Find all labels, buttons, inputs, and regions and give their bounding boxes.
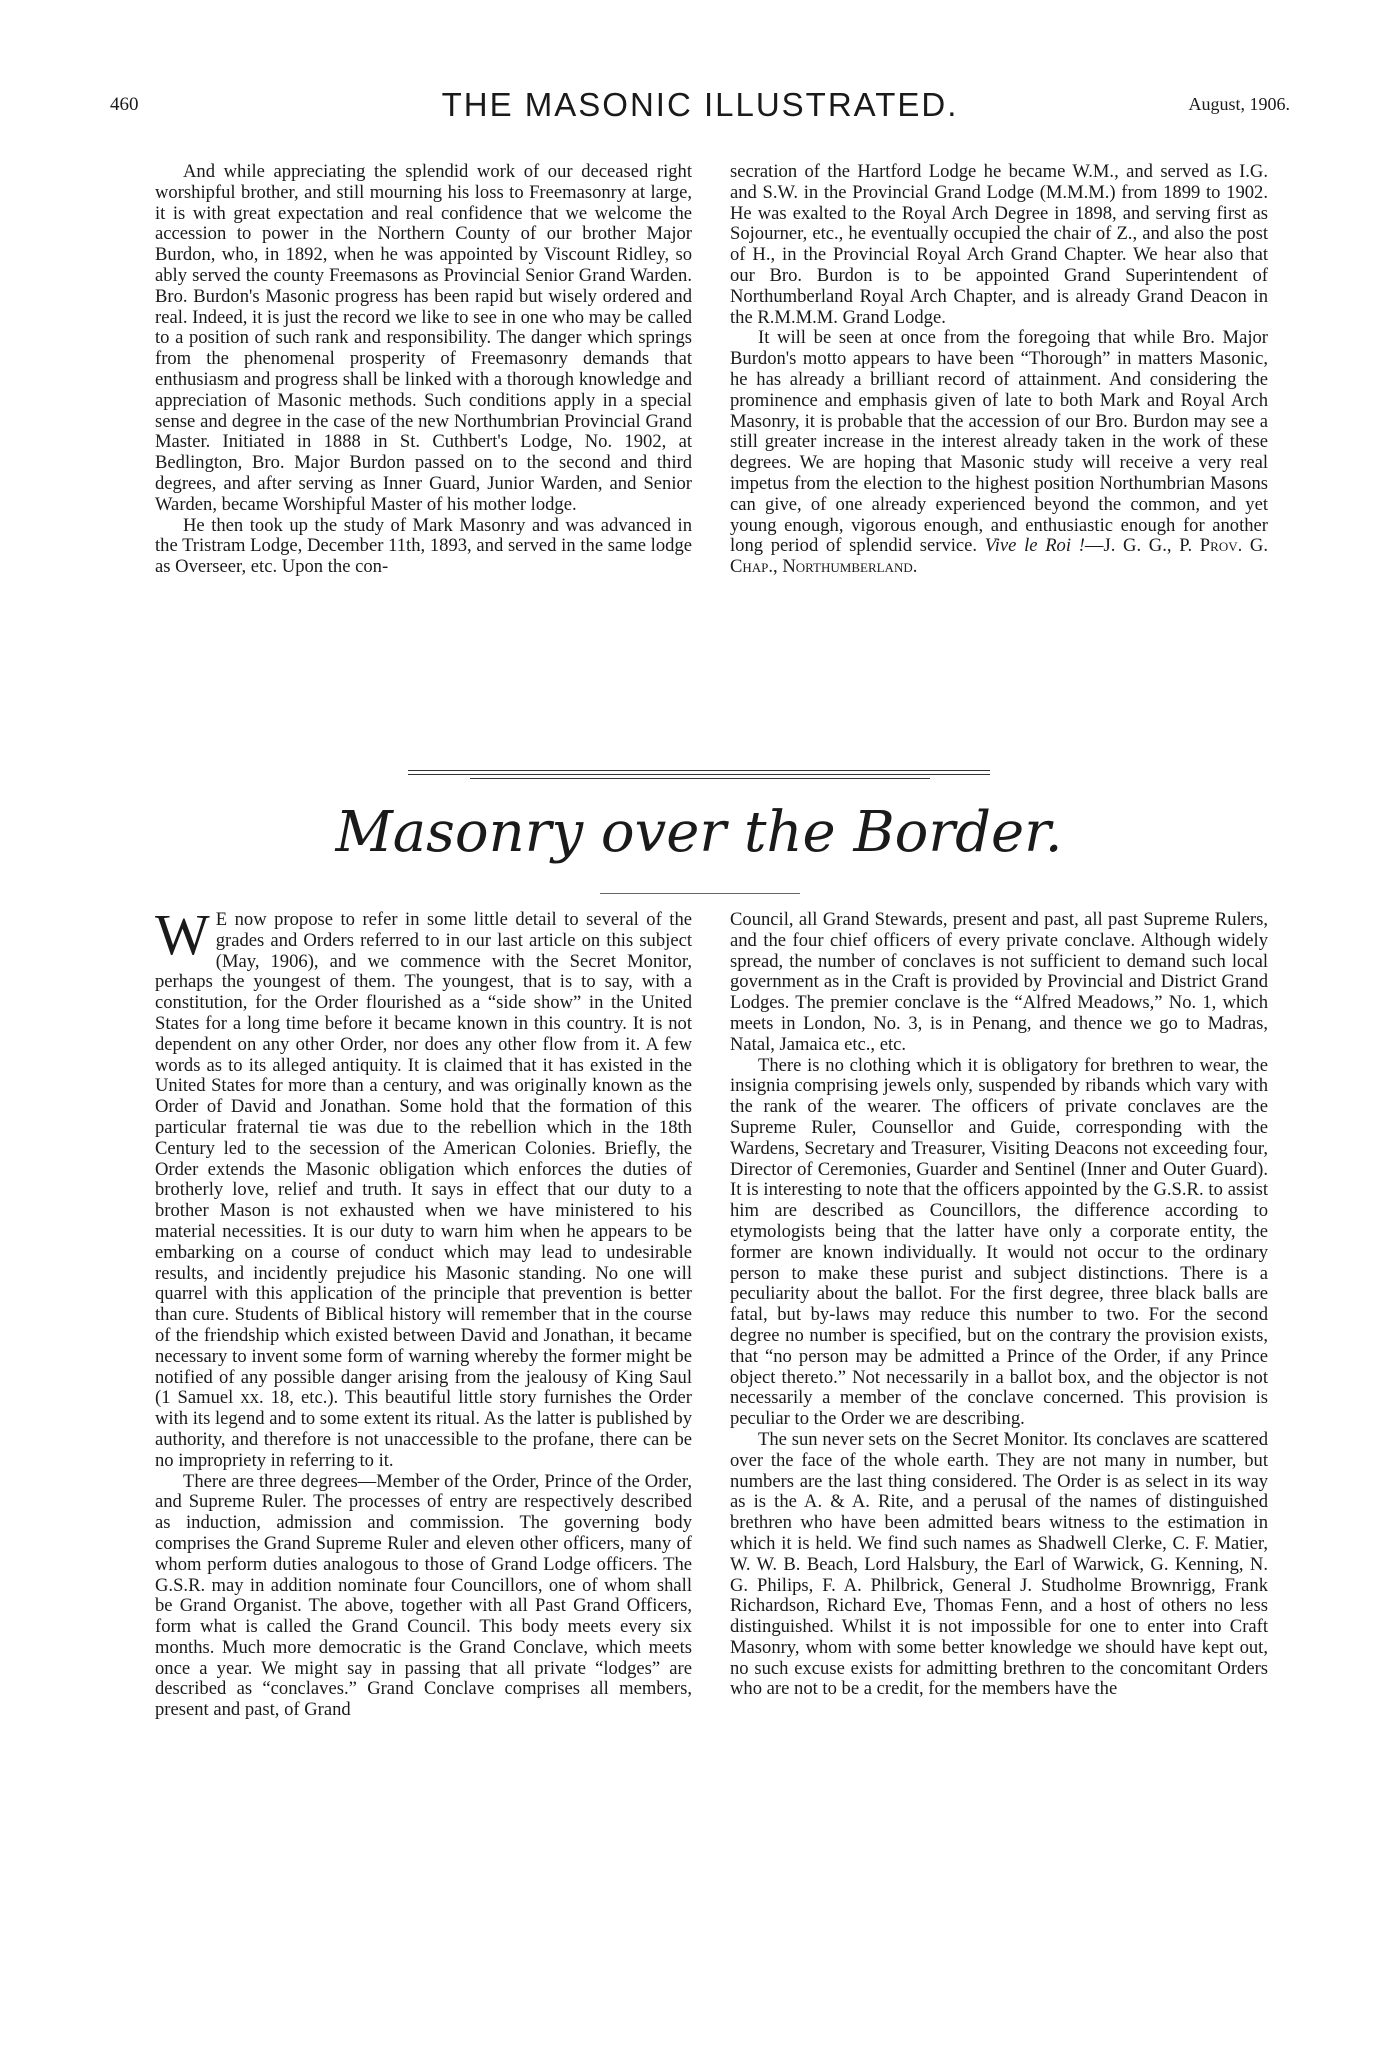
paragraph: There is no clothing which it is obligatory for brethren to wear, the insignia comprising jewels only, suspended by ribands which vary with the rank of the wearer. The officers of private conclaves are the Supreme Ruler, Counsellor and Guide, corresponding with the Wardens, Secretary and Treasurer, Visiting Deacons not exceeding four, Director of Ceremonies, Guarder and Sentinel (Inner and Outer Guard). It is interesting to note that the officers appointed by the G.S.R. to assist him are described as Councillors, the difference according to etymologists being that the latter have only a corporate entity, the former are known individually. It would not occur to the ordinary person to make these purist and subject distinctions. There is a peculiarity about the ballot. For the first degree, three black balls are fatal, but by-laws may reduce this number to two. For the second degree no number is specified, but on the contrary the provision exists, that “no person may be admitted a Prince of the Order, if any Prince object thereto.” Not necessarily in a ballot box, and the objector is not necessarily a member of the conclave concerned. This provision is peculiar to the Order we are describing. [730,1054,1268,1430]
article-title: Masonry over the Border. [335,800,1063,865]
title-underline [600,893,800,894]
paragraph: Council, all Grand Stewards, present and past, all past Supreme Rulers, and the four chief officers of every private conclave. Although widely spread, the number of conclaves is not sufficient to demand such local government as in the Craft is provided by Provincial and District Grand Lodges. The premier conclave is the “Alfred Meadows,” No. 1, which meets in London, No. 3, is in Penang, and thence we go to Madras, Natal, Jamaica etc., etc. [730,909,1268,1055]
section-divider [408,774,990,775]
paragraph [730,328,1268,578]
page-header [110,86,1290,126]
article1-column-left [155,162,692,578]
closing-salutation: Vive le Roi ! [984,535,1085,557]
section-divider [470,778,930,779]
drop-cap: W [155,902,210,967]
paragraph [155,902,692,1472]
page-number: 460 [110,94,139,115]
masthead-title: THE MASONIC ILLUSTRATED. [441,86,959,123]
paragraph: He then took up the study of Mark Masonry and was advanced in the Tristram Lodge, December 11th, 1893, and served in the same lodge as Overseer, etc. Upon the con- [155,514,692,578]
article1-column-right [730,162,1268,578]
paragraph: The sun never sets on the Secret Monitor. Its conclaves are scattered over the face of the whole earth. They are not many in number, but numbers are the last thing considered. The Order is as select in its way as is the A. & A. Rite, and a perusal of the names of distinguished brethren who have been admitted bears witness to the estimation in which it is held. We find such names as Shadwell Clerke, C. F. Matier, W. W. B. Beach, Lord Halsbury, the Earl of Warwick, G. Kenning, N. G. Philips, F. A. Philbrick, General J. Studholme Brownrigg, Frank Richardson, Richard Eve, Thomas Fenn, and a host of others no less distinguished. Whilst it is not impossible for one to enter into Craft Masonry, whom with some better knowledge we should have kept out, no such excuse exists for admitting brethren to the concomitant Orders who are not to be a credit, for the members have the [730,1428,1268,1700]
paragraph-text: It will be seen at once from the foregoing that while Bro. Major Burdon's motto appears to have been “Thorough” in matters Masonic, he has already a brilliant record of attainment. And considering the prominence and emphasis given of late to both Mark and Royal Arch Masonry, it is probable that the accession of our Bro. Burdon may see a still greater increase in the interest already taken in the work of these degrees. We are hoping that Masonic study will receive a very real impetus from the election to the highest position Northumbrian Masons can give, of one already experienced beyond the common, and yet young enough, vigorous enough, and enthusiastic enough for another long period of splendid service. [730,327,1268,557]
paragraph: And while appreciating the splendid work of our deceased right worshipful brother, and still mourning his loss to Freemasonry at large, it is with great expectation and real confidence that we welcome the accession to power in the Northern County of our brother Major Burdon, who, in 1892, when he was appointed by Viscount Ridley, so ably served the county Freemasons as Provincial Senior Grand Warden. Bro. Burdon's Masonic progress has been rapid but wisely ordered and real. Indeed, it is just the record we like to see in one who may be called to a position of such rank and responsibility. The danger which springs from the phenomenal prosperity of Freemasonry demands that enthusiasm and progress shall be linked with a thorough knowledge and appreciation of Masonic methods. Such conditions apply in a special sense and degree in the case of the new Northumbrian Provincial Grand Master. Initiated in 1888 in St. Cuthbert's Lodge, No. 1902, at Bedlington, Bro. Major Burdon passed on to the second and third degrees, and after serving as Inner Guard, Junior Warden, and Senior Warden, became Worshipful Master of his mother lodge. [155,161,692,515]
section-divider [408,770,990,771]
issue-date: August, 1906. [1188,94,1290,114]
paragraph-text: E now propose to refer in some little detail to several of the grades and Orders referred to in our last article on this subject (May, 1906), and we commence with the Secret Monitor, perhaps the youngest of them. The youngest, that is to say, with a constitution, for the Order flourished as a “side show” in the United States for a long time before it became known in this country. It is not dependent on any other Order, nor does any other flow from it. A few words as to its alleged antiquity. It is claimed that it has existed in the United States for more than a century, and was originally known as the Order of David and Jonathan. Some hold that the formation of this particular fraternal tie was due to the rebellion which in the 18th Century led to the secession of the American Colonies. Briefly, the Order extends the Masonic obligation which enforces the duties of brotherly love, relief and truth. It says in effect that our duty to a brother Mason is not exhausted when we have ministered to his material necessities. It is our duty to warn him when he appears to be embarking on a course of conduct which may lead to undesirable results, and incidently prejudice his Masonic standing. No one will quarrel with this application of the principle that prevention is better than cure. Students of Biblical history will remember that in the course of the friendship which existed between David and Jonathan, it became necessary to invent some form of warning whereby the former might be notified of any possible danger arising from the jealousy of King Saul (1 Samuel xx. 18, etc.). This beautiful little story furnishes the Order with its legend and to some extent its ritual. As the latter is published by authority, and therefore is not unaccessible to the profane, there can be no impropriety in referring to it. [155,909,692,1471]
paragraph: secration of the Hartford Lodge he became W.M., and served as I.G. and S.W. in the Provincial Grand Lodge (M.M.M.) from 1899 to 1902. He was exalted to the Royal Arch Degree in 1898, and serving first as Sojourner, etc., he eventually occupied the chair of Z., and also the post of H., in the Provincial Royal Arch Grand Chapter. We hear also that our Bro. Burdon is to be appointed Grand Superintendent of Northumberland Royal Arch Chapter, and is already Grand Deacon in the R.M.M.M. Grand Lodge. [730,161,1268,328]
article2-column-left [155,902,692,1721]
article2-column-right [730,910,1268,1700]
paragraph: There are three degrees—Member of the Order, Prince of the Order, and Supreme Ruler. The processes of entry are respectively described as induction, admission and commission. The governing body comprises the Grand Supreme Ruler and eleven other officers, many of whom perform duties analogous to those of Grand Lodge officers. The G.S.R. may in addition nominate four Councillors, one of whom shall be Grand Organist. The above, together with all Past Grand Officers, form what is called the Grand Council. This body meets every six months. Much more democratic is the Grand Conclave, which meets once a year. We might say in passing that all private “lodges” are described as “conclaves.” Grand Conclave comprises all members, present and past, of Grand [155,1470,692,1721]
author-signature: —J. G. G., P. Prov. G. Chap., Northumberland. [730,535,1269,578]
